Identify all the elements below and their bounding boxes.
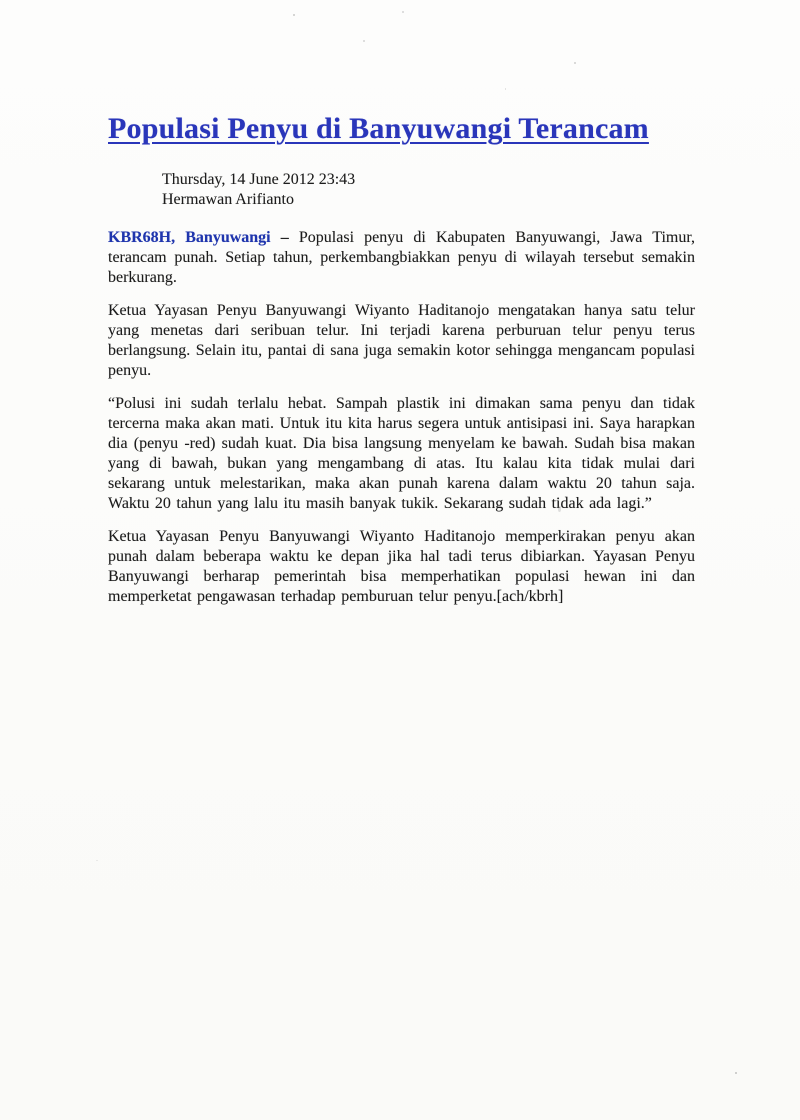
article-paragraph-4: Ketua Yayasan Penyu Banyuwangi Wiyanto Haditanojo memperkirakan penyu akan punah dalam beberapa waktu ke depan jika hal tadi terus dibiarkan. Yayasan Penyu Banyuwangi berharap pemerintah bisa memperhatikan populasi hewan ini dan memperketat pengawasan terhadap pemburuan telur penyu.[ach/kbrh]: [108, 527, 695, 605]
article-lead-separator: –: [280, 228, 289, 246]
article-meta: [162, 170, 695, 210]
article-author: Hermawan Arifianto: [162, 190, 294, 208]
article-body: [108, 228, 695, 607]
article-source-tag: KBR68H, Banyuwangi: [108, 228, 271, 246]
article-paragraph-3: “Polusi ini sudah terlalu hebat. Sampah plastik ini dimakan sama penyu dan tidak tercerna maka akan mati. Untuk itu kita harus segera untuk antisipasi ini. Saya harapkan dia (penyu -red) sudah kuat. Dia bisa langsung menyelam ke bawah. Sudah bisa makan yang di bawah, bukan yang mengambang di atas. Itu kalau kita tidak mulai dari sekarang untuk melestarikan, maka akan punah karena dalam waktu 20 tahun saja. Waktu 20 tahun yang lalu itu masih banyak tukik. Sekarang sudah tidak ada lagi.”: [108, 394, 695, 512]
article-date: Thursday, 14 June 2012 23:43: [162, 170, 356, 188]
article-paragraph-2: Ketua Yayasan Penyu Banyuwangi Wiyanto Haditanojo mengatakan hanya satu telur yang menetas dari seribuan telur. Ini terjadi karena perburuan telur penyu terus berlangsung. Selain itu, pantai di sana juga semakin kotor sehingga mengancam populasi penyu.: [108, 301, 695, 379]
article-title: Populasi Penyu di Banyuwangi Terancam: [108, 112, 649, 145]
article-paragraph-1-text: Populasi penyu di Kabupaten Banyuwangi, Jawa Timur, terancam punah. Setiap tahun, perkembangbiakkan penyu di wilayah tersebut semakin berkurang.: [108, 228, 696, 286]
article-paragraph-1: [108, 228, 695, 288]
